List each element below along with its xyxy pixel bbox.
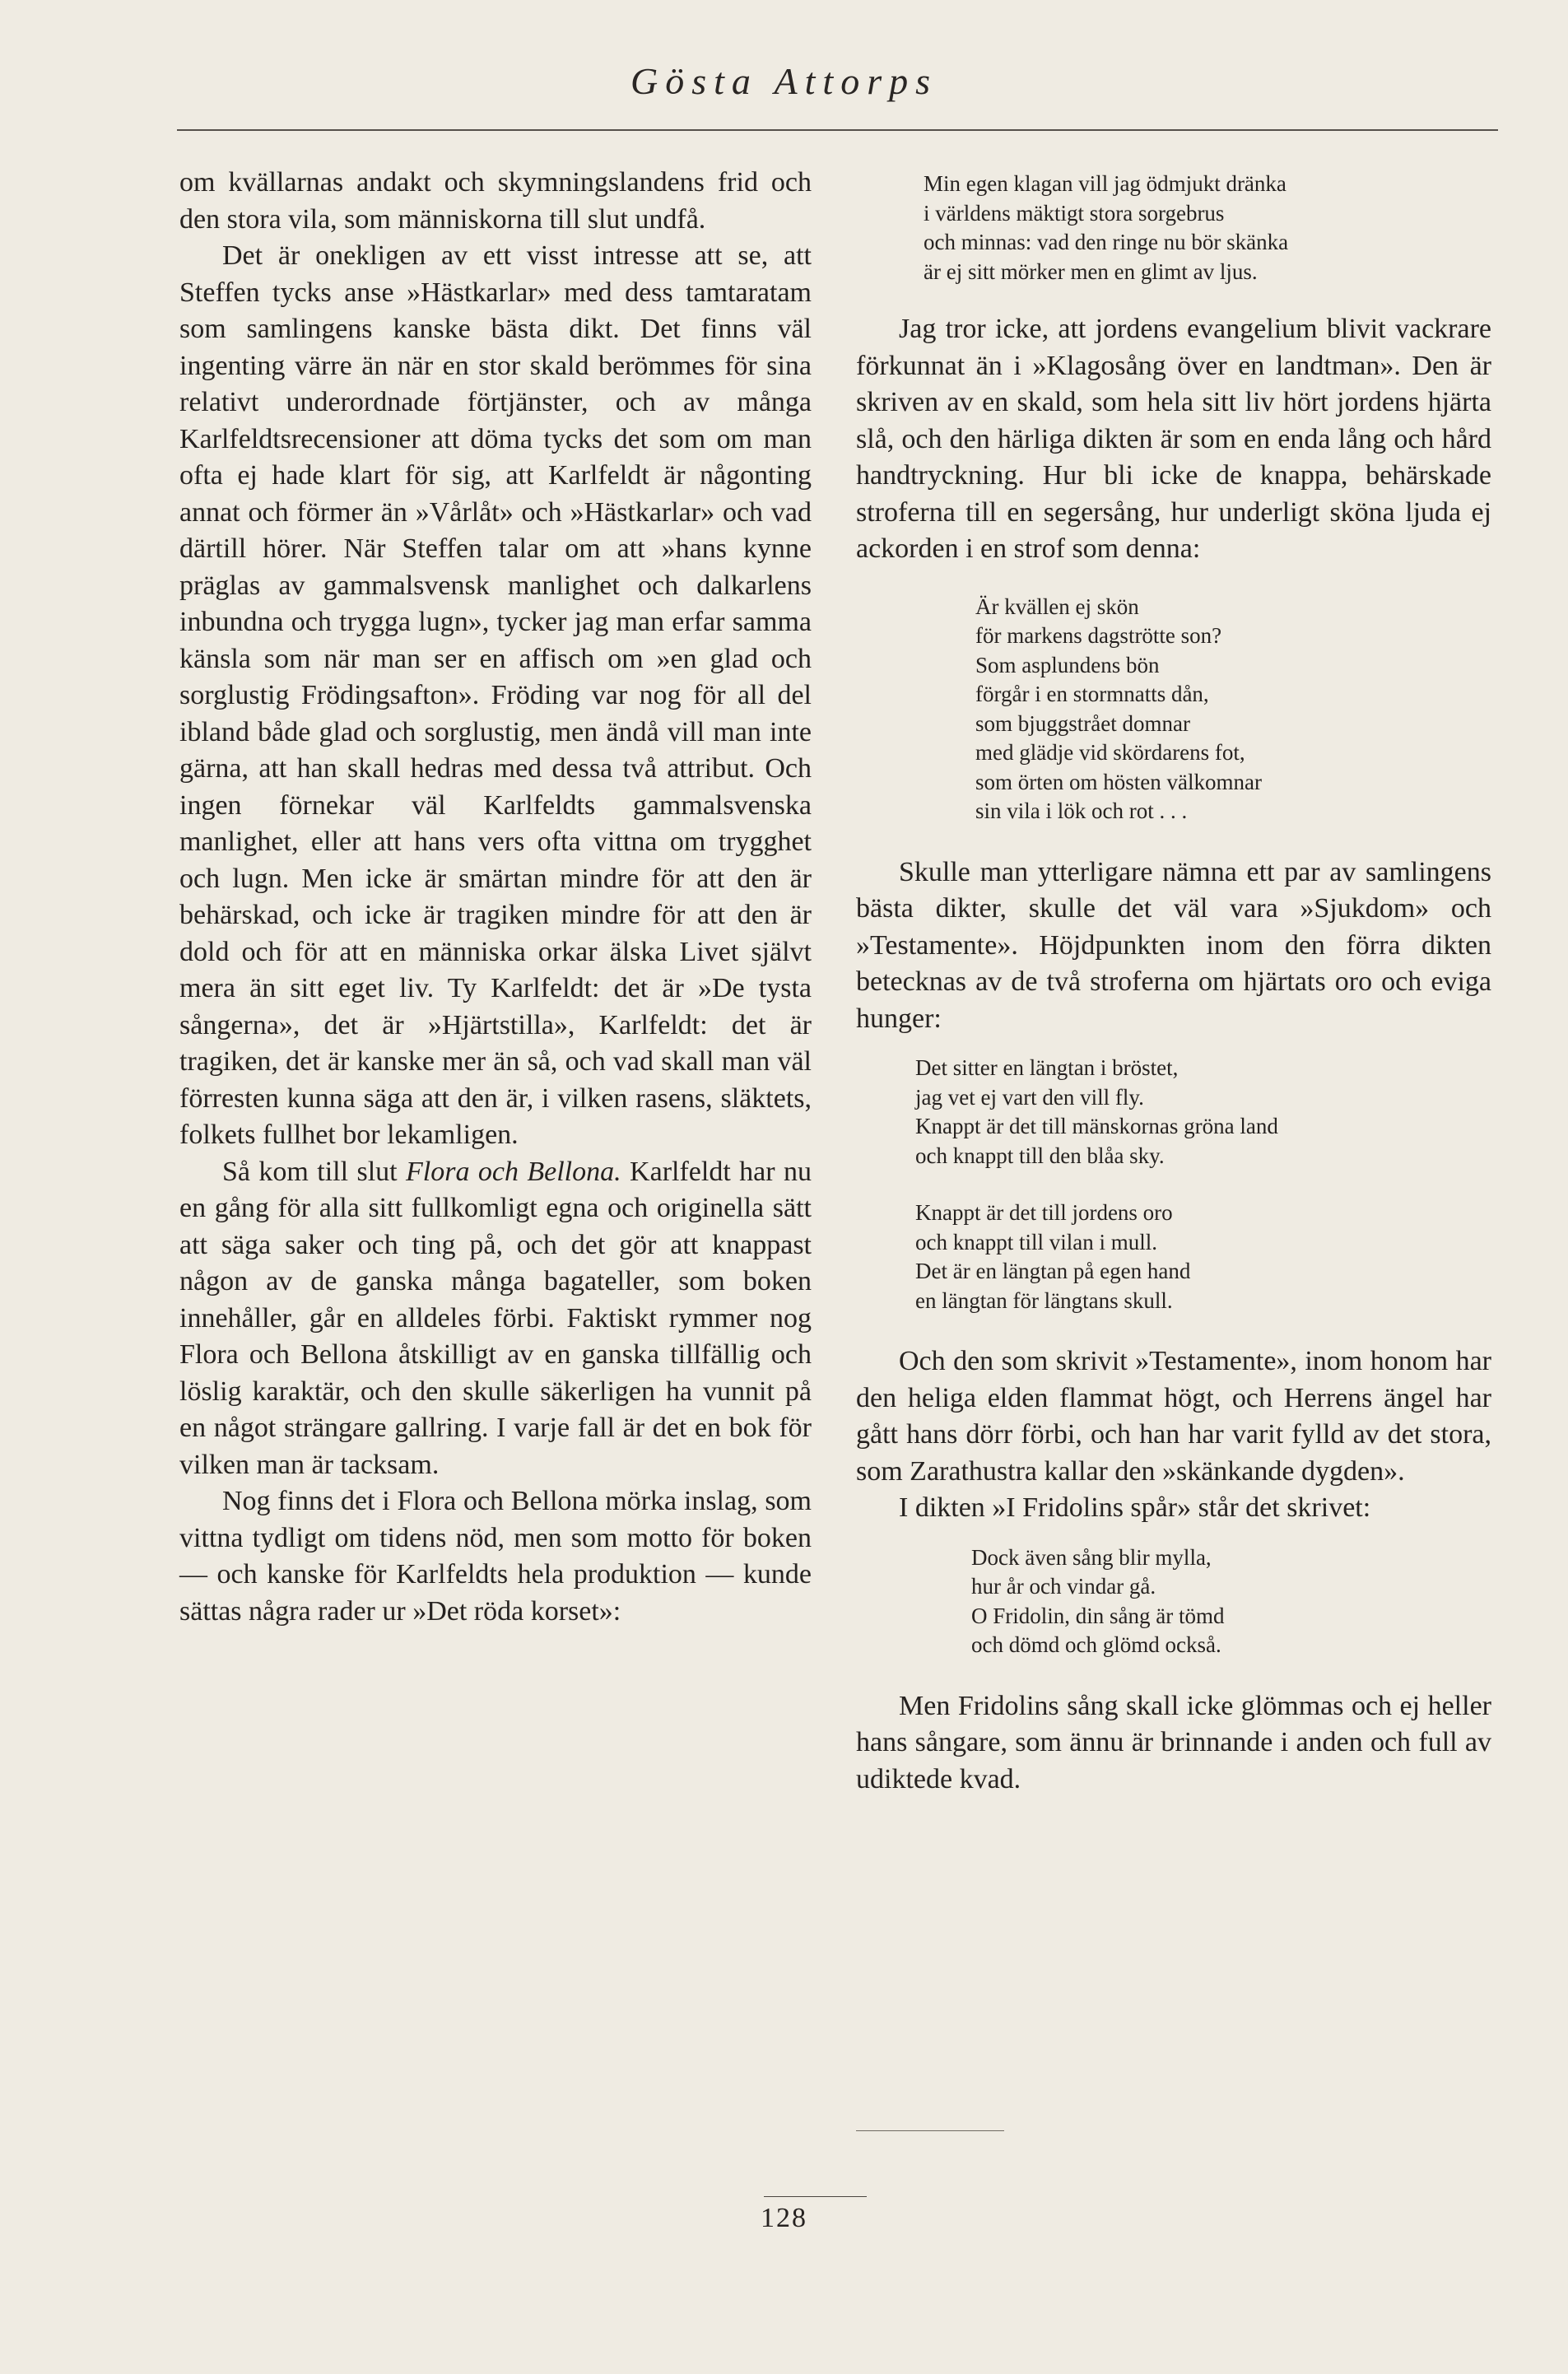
poem-line: Det sitter en längtan i bröstet,	[915, 1055, 1179, 1080]
right-column	[856, 165, 1491, 1798]
poem-line: som bjuggstrået domnar	[975, 710, 1190, 736]
poem-line: Det är en längtan på egen hand	[915, 1259, 1191, 1283]
poem-line: och knappt till den blåa sky.	[915, 1143, 1165, 1168]
poem-stanza	[915, 1054, 1491, 1171]
page-number: 128	[761, 2203, 807, 2233]
poem-line: hur år och vindar gå.	[971, 1574, 1156, 1599]
section-end-rule	[856, 2130, 1004, 2131]
poem-line: med glädje vid skördarens fot,	[975, 740, 1245, 765]
poem-stanza	[975, 593, 1491, 826]
poem-stanza	[971, 1543, 1491, 1660]
poem-stanza	[924, 170, 1491, 286]
poem-line: Som asplundens bön	[975, 652, 1160, 677]
poem-line: är ej sitt mörker men en glimt av ljus.	[924, 258, 1258, 284]
poem-line: en längtan för längtans skull.	[915, 1287, 1173, 1313]
poem-line: och knappt till vilan i mull.	[915, 1229, 1157, 1254]
poem-line: för markens dagströtte son?	[975, 623, 1222, 648]
poem-line: och dömd och glömd också.	[971, 1632, 1221, 1657]
header-rule	[177, 129, 1498, 131]
paragraph-6: Skulle man ytterligare nämna ett par av samlingens bästa dikter, skulle det väl vara »Sjukdom» och »Testamente». Höjdpunkten inom den förra dikten betecknas av de två stroferna om hjärtats oro och eviga hunger:	[856, 856, 1491, 1034]
poem-klagosang	[975, 593, 1491, 826]
paragraph-5: Jag tror icke, att jordens evangelium blivit vackrare förkunnat än i »Klagosång över en landtman». Den är skriven av en skald, som hela sitt liv hört jordens hjärta slå, och den härliga dikten är som en enda lång och hård handtryckning. Hur bli icke de knappa, behärskade stroferna till en segersång, hur underligt sköna ljuda ej ackorden i en strof som denna:	[856, 314, 1491, 564]
paragraph-3	[179, 1154, 812, 1484]
poem-line: Knappt är det till jordens oro	[915, 1200, 1173, 1225]
poem-sjukdom	[915, 1054, 1491, 1315]
poem-line: jag vet ej vart den vill fly.	[915, 1084, 1144, 1110]
poem-line: Är kvällen ej skön	[975, 594, 1139, 619]
poem-line: Dock även sång blir mylla,	[971, 1544, 1212, 1570]
poem-line: Knappt är det till mänskornas gröna land	[915, 1114, 1278, 1138]
paragraph-7: Och den som skrivit »Testamente», inom honom har den heliga elden flammat högt, och Herrens ängel har gått hans dörr förbi, och han har varit fylld av det stora, som Zarathustra kallar den »skänkande dygden».	[856, 1346, 1491, 1487]
paragraph-9: Men Fridolins sång skall icke glömmas och ej heller hans sångare, som ännu är brinnande i anden och full av udiktede kvad.	[856, 1690, 1491, 1794]
paragraph-3-start: Så kom till slut	[222, 1156, 407, 1187]
poem-line: och minnas: vad den ringe nu bör skänka	[924, 230, 1289, 254]
paragraph-3-rest: Karlfeldt har nu en gång för alla sitt fullkomligt egna och originella sätt att säga saker och ting på, och det gör att knappast någon av de ganska många bagateller, som boken innehåller, går en alldeles förbi. Faktiskt rymmer nog Flora och Bellona åtskilligt av en ganska tillfällig och löslig karaktär, och den skulle säkerligen ha vunnit på en något strängare gallring. I varje fall är det en bok för vilken man är tacksam.	[179, 1156, 812, 1480]
book-title: Flora och Bellona.	[406, 1156, 621, 1187]
paragraph-8: I dikten »I Fridolins spår» står det skrivet:	[899, 1492, 1371, 1523]
page-number-rule	[764, 2196, 867, 2197]
poem-line: sin vila i lök och rot . . .	[975, 798, 1188, 823]
paragraph-4: Nog finns det i Flora och Bellona mörka inslag, som vittna tydligt om tidens nöd, men som motto för boken — och kanske för Karlfeldts hela produktion — kunde sättas några rader ur »Det röda korset»:	[179, 1486, 812, 1627]
paragraph-1: om kvällarnas andakt och skymningslandens frid och den stora vila, som människorna till slut undfå.	[179, 167, 812, 235]
running-header: Gösta Attorps	[630, 60, 938, 102]
poem-line: förgår i en stormnatts dån,	[975, 682, 1209, 706]
left-column	[179, 165, 812, 1630]
poem-det-roda-korset	[924, 170, 1491, 286]
poem-line: i världens mäktigt stora sorgebrus	[924, 200, 1225, 226]
paragraph-2: Det är onekligen av ett visst intresse att se, att Steffen tycks anse »Hästkarlar» med dess tamtaratam som samlingens kanske bästa dikt. Det finns väl ingenting värre än när en stor skald berömmes för sina relativt underordnade förtjänster, och av många Karlfeldtsrecensioner att döma tycks det som om man ofta ej hade klart för sig, att Karlfeldt är någonting annat och förmer än »Vårlåt» och »Hästkarlar» och vad därtill hörer. När Steffen talar om att »hans kynne präglas av gammalsvensk manlighet och dalkarlens inbundna och trygga lugn», tycker jag man erfar samma känsla som när man ser en affisch om »en glad och sorglustig Frödingsafton». Fröding var nog för all del ibland både glad och sorglustig, men ändå vill man inte gärna, att han skall hedras med dessa två attribut. Och ingen förnekar väl Karlfeldts gammalsvenska manlighet, eller att hans vers ofta vittna om trygghet och lugn. Men icke är smärtan mindre för att den är behärskad, och icke är tragiken mindre för att den är dold och för att en människa orkar älska Livet självt mera än sitt eget liv. Ty Karlfeldt: det är »De tysta sångerna», det är »Hjärtstilla», Karlfeldt: det är tragiken, det är kanske mer än så, och vad skall man väl förresten kunna säga att den är, i vilken rasens, släktets, folkets fullhet bor lekamligen.	[179, 240, 812, 1150]
poem-line: O Fridolin, din sång är tömd	[971, 1603, 1225, 1628]
poem-stanza	[915, 1199, 1491, 1315]
poem-line: Min egen klagan vill jag ödmjukt dränka	[924, 171, 1287, 196]
poem-fridolins-spar	[971, 1543, 1491, 1660]
poem-line: som örten om hösten välkomnar	[975, 769, 1262, 794]
